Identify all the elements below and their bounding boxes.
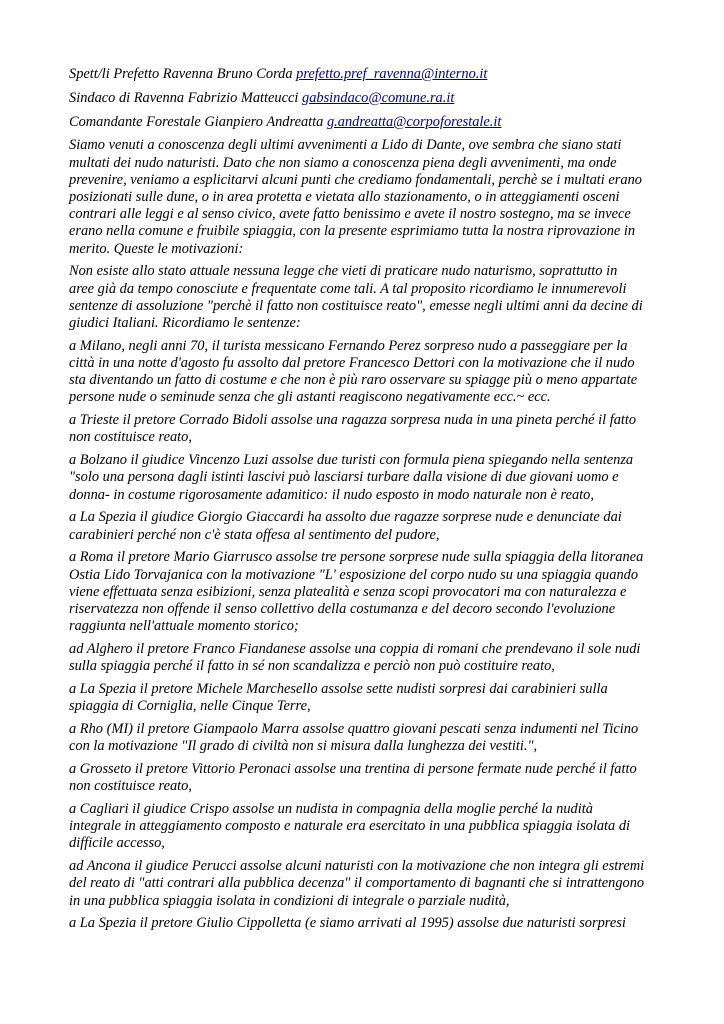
recipient-forestale	[69, 114, 659, 131]
text-line: integrale in atteggiamento composto e naturale era esercitato in una pubblica spiaggia isolata di	[69, 818, 631, 835]
recipient-sindaco	[69, 90, 659, 107]
text-line: con la motivazione "Il grado di civiltà non si misura dalla lunghezza dei vestiti.",	[69, 738, 538, 755]
email-link-sindaco[interactable]: gabsindaco@comune.ra.it	[302, 89, 455, 106]
paragraph	[69, 761, 659, 795]
text-line: a Rho (MI) il pretore Giampaolo Marra assolse quattro giovani pescati senza indumenti nel Ticino	[69, 721, 639, 738]
paragraph	[69, 681, 659, 715]
text-line: prevenire, veniamo a esplicitarvi alcuni punti che crediamo fondamentali, perchè se i multati erano	[69, 171, 642, 188]
letter-page	[69, 66, 659, 938]
text-line: a Trieste il pretore Corrado Bidoli assolse una ragazza sorpresa nuda in una pineta perché il fatto	[69, 412, 637, 429]
text-line: aree già da tempo conosciute e frequentate come tali. A tal proposito ricordiamo le innumerevoli	[69, 280, 627, 297]
email-link-prefetto[interactable]: prefetto.pref_ravenna@interno.it	[296, 66, 488, 82]
text-line: a Grosseto il pretore Vittorio Peronaci assolse una trentina di persone fermate nude perché il fatto	[69, 761, 637, 778]
text-line: "solo una persona dagli istinti lascivi può lasciarsi turbare dalla visione di due giovani uomo e	[69, 469, 619, 486]
recipient-text: Sindaco di Ravenna Fabrizio Matteucci	[69, 89, 302, 106]
text-line: viene effettuata senza esibizioni, senza platealità e senza scopi provocatori ma con naturalezza e	[69, 583, 627, 600]
text-line: donna- in costume rigorosamente adamitico: il nudo esposto in modo naturale non è reato,	[69, 486, 594, 503]
paragraph	[69, 338, 659, 407]
text-line: a Bolzano il giudice Vincenzo Luzi assolse due turisti con formula piena spiegando nella sentenza	[69, 452, 634, 469]
text-line: non costituisce reato,	[69, 429, 192, 446]
text-line: a Roma il pretore Mario Giarrusco assolse tre persone sorprese nude sulla spiaggia della litoranea	[69, 549, 644, 566]
text-line: sentenze di assoluzione "perchè il fatto non costituisce reato", emesse negli ultimi anni da decine di	[69, 297, 643, 314]
paragraph	[69, 801, 659, 853]
paragraph	[69, 915, 659, 932]
paragraph	[69, 549, 659, 635]
paragraph	[69, 137, 659, 257]
text-line: a La Spezia il pretore Giulio Cippolletta (e siamo arrivati al 1995) assolse due naturisti sorpresi	[69, 915, 626, 932]
text-line: non costituisce reato,	[69, 778, 192, 795]
paragraph	[69, 641, 659, 675]
paragraph	[69, 263, 659, 332]
email-link-forestale[interactable]: g.andreatta@corpoforestale.it	[326, 113, 502, 130]
text-line: merito. Queste le motivazioni:	[69, 240, 244, 257]
text-line: del reato di "atti contrari alla pubblica decenza" il comportamento di bagnanti che si intrattengono	[69, 875, 645, 892]
text-line: erano nella comune e fruibile spiaggia, con la presente esprimiamo tutta la nostra riprovazione in	[69, 223, 636, 240]
recipient-text: Comandante Forestale Gianpiero Andreatta	[69, 113, 327, 130]
text-line: a La Spezia il giudice Giorgio Giaccardi ha assolto due ragazze sorprese nude e denunciate dai	[69, 509, 622, 526]
letter-body	[69, 137, 659, 932]
paragraph	[69, 452, 659, 504]
text-line: sulla spiaggia perché il fatto in sé non scandalizza e perciò non può costituire reato,	[69, 658, 555, 675]
paragraph	[69, 721, 659, 755]
text-line: raggiunta nell'attuale momento storico;	[69, 618, 299, 635]
text-line: Ostia Lido Torvajanica con la motivazione "L' esposizione del corpo nudo su una spiaggia quando	[69, 566, 639, 583]
paragraph	[69, 858, 659, 910]
text-line: carabinieri perché non c'è stata offesa al sentimento del pudore,	[69, 526, 440, 543]
text-line: posizionati sulle dune, o in area protetta e vietata allo stazionamento, o in atteggiamenti osceni	[69, 189, 620, 205]
text-line: Non esiste allo stato attuale nessuna legge che vieti di praticare nudo naturismo, soprattutto in	[69, 263, 618, 280]
text-line: a La Spezia il pretore Michele Marchesello assolse sette nudisti sorpresi dai carabinieri sulla	[69, 681, 608, 698]
text-line: in una pubblica spiaggia isolata in condizioni di integrale o parziale nudità,	[69, 892, 510, 909]
text-line: difficile accesso,	[69, 835, 165, 852]
text-line: sta diventando un fatto di costume e che non è più raro osservare su spiagge più o meno appartate	[69, 372, 638, 389]
text-line: a Milano, negli anni 70, il turista messicano Fernando Perez sorpreso nudo a passeggiare per la	[69, 337, 628, 354]
paragraph	[69, 412, 659, 446]
paragraph	[69, 509, 659, 543]
text-line: ad Ancona il giudice Perucci assolse alcuni naturisti con la motivazione che non integra gli estremi	[69, 858, 645, 875]
text-line: a Cagliari il giudice Crispo assolse un nudista in compagnia della moglie perché la nudità	[69, 801, 593, 818]
text-line: città in una notte d'agosto fu assolto dal pretore Francesco Dettori con la motivazione che il nudo	[69, 355, 635, 372]
text-line: persone nude o seminude senza che gli astanti reagiscono negativamente ecc.~ ecc.	[69, 389, 551, 406]
text-line: Siamo venuti a conoscenza degli ultimi avvenimenti a Lido di Dante, ove sembra che siano stati	[69, 137, 622, 154]
text-line: ad Alghero il pretore Franco Fiandanese assolse una coppia di romani che prendevano il sole nudi	[69, 641, 641, 658]
text-line: riservatezza non offende il senso collettivo della costumanza e del decoro secondo l'evoluzione	[69, 601, 616, 618]
text-line: contrari alle leggi e al senso civico, avete fatto benissimo e avete il nostro sostegno, ma se invece	[69, 206, 631, 223]
text-line: spiaggia di Corniglia, nelle Cinque Terre,	[69, 698, 311, 715]
recipient-text: Spett/li Prefetto Ravenna Bruno Corda	[69, 66, 297, 82]
text-line: giudici Italiani. Ricordiamo le sentenze:	[69, 315, 301, 332]
text-line: multati dei nudo naturisti. Dato che non siamo a conoscenza piena degli avvenimenti, ma onde	[69, 154, 617, 171]
recipient-prefetto	[69, 66, 659, 83]
